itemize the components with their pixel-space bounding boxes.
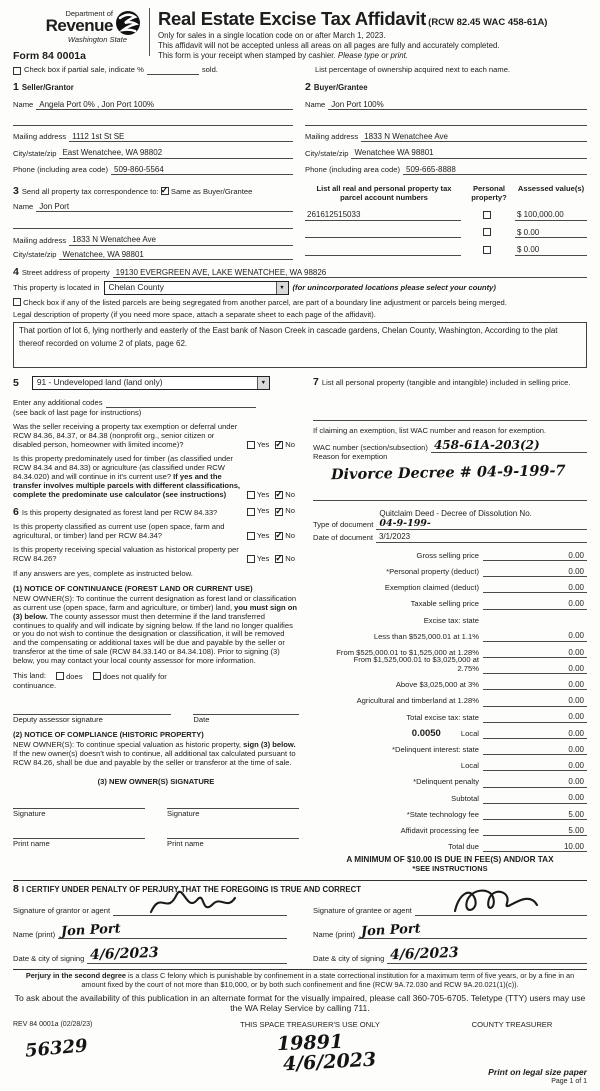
tax-row-label: *Delinquent interest: state [313, 744, 483, 755]
tax-row-label: Above $3,025,000 at 3% [313, 679, 483, 690]
land-does-not-checkbox[interactable] [93, 672, 101, 680]
tax-row-value-field[interactable]: 5.00 [483, 826, 587, 836]
tax-row-value-field[interactable]: 0.00 [483, 745, 587, 755]
chevron-down-icon[interactable] [276, 282, 288, 294]
form-subtitle-3: This form is your receipt when stamped by cashier. Please type or print. [158, 51, 409, 61]
tax-row-label: Agricultural and timberland at 1.28% [313, 695, 483, 706]
form-title: Real Estate Excise Tax Affidavit [158, 8, 427, 29]
tax-row-label: Gross selling price [313, 550, 483, 561]
excise-tax-section: 7 List all personal property (tangible and intangible) included in selling price. If claiming an exemption, list WAC number and reason for exemption. WAC number (section/subsection) 458-61A-203(2) Reason for exemption Divorce Decree # 04-9-199-7 Type of document Quitclaim Deed - Decree of Dissolution No. 04-9-199- Date of document 3/1/2023 Gross selling price 0.00 *Personal property (deduct) 0.00 Exemption claimed (deduct) 0.00 Taxable selling price 0.00 Excise tax: state Less than $525,000.01 at 1.1% 0.00 From $525,000.01 to $1,525,000 at 1.28% 0.00 From $1,525,000.01 to $3,025,000 at 2.75% 0.00 Above $3,025,000 at 3% 0.00 Agricultural and timberland at 1.28% 0.00 Total excise tax: state 0.00 0.0050 Local 0.00 *Delinquent interest: state 0.00 Local 0.00 *Delinquent penalty 0.00 Subtotal 0.00 *State technology fee 5.00 Affidavit processing fee 5.00 Total due 10.00 A MINIMUM OF $10.00 IS DUE IN FEE(S) AND/OR TAX *SEE INSTRUCTIONS [313, 376, 587, 874]
tax-row-label: Exemption claimed (deduct) [313, 582, 483, 593]
local-rate-value [393, 776, 413, 787]
grantee-signature-field[interactable] [415, 906, 587, 916]
buyer-mailing-field[interactable]: 1833 N Wenatchee Ave [361, 132, 587, 142]
type-of-document-label: Type of document [313, 520, 374, 530]
continuance-label: continuance. [13, 681, 57, 691]
tax-row-value-field[interactable]: 0.00 [483, 664, 587, 674]
parcel-rows [305, 210, 587, 255]
form-header [13, 6, 587, 62]
seller-phone-field[interactable]: 509-860-5564 [111, 165, 293, 175]
tax-table [313, 545, 587, 853]
partial-sale-suffix: sold. [201, 65, 218, 75]
correspondence-city-field[interactable]: Wenatchee, WA 98801 [59, 250, 293, 260]
chevron-down-icon[interactable] [257, 377, 269, 389]
seller-exemption-answer: Yes ✓ No [247, 441, 299, 450]
tax-row-label: From $1,525,000.01 to $3,025,000 at 2.75% [313, 654, 483, 674]
grantor-date-field[interactable]: 4/6/2023 [87, 946, 287, 964]
certification-section: 8 I CERTIFY UNDER PENALTY OF PERJURY THAT THE FOREGOING IS TRUE AND CORRECT Signature of grantor or agent Name (print) Jon Port Date & city of signing 4/6/2023 Signature of grantee or agent Name (print) Jon Port Date & city of signing 4/6/2023 [13, 880, 587, 964]
historic-answer: Yes ✓ No [247, 555, 299, 564]
land-use-dropdown[interactable]: 91 - Undeveloped land (land only) ▼ [32, 376, 270, 390]
parcel-row [305, 228, 587, 238]
local-rate-value [366, 566, 386, 577]
notice1-text: NEW OWNER(S): To continue the current designation as forest land or classification as current use (open space, farm and agriculture, or timber) land, you must sign on (3) below. The county assessor must then determine if the land transferred continues to qualify and will indicate by signing below. If the land no longer qualifies or you do not wish to continue the designation or classification, it will be removed and the compensating or additional taxes will be due and payable by the seller or transferor at the time of sale (RCW 84.33.140 or 84.34.108). Prior to signing (3) below, you may contact your local county assessor for more information. [13, 593, 298, 666]
tax-row [313, 771, 587, 787]
tax-row-value-field[interactable]: 0.00 [483, 680, 587, 690]
grantee-date-field[interactable]: 4/6/2023 [387, 946, 587, 964]
alternate-format-notice: To ask about the availability of this publication in an alternate format for the visually impaired, please call 360-705-6705. Teletype (TTY) users may use the WA Relay Service by calling 711. [14, 993, 586, 1014]
located-in-label: This property is located in [13, 282, 100, 292]
forest-land-question: 6 Is this property designated as forest land per RCW 84.33? [13, 505, 218, 518]
legal-description-label: Legal description of property (if you need more space, attach a separate sheet to each page of the affidavit). [13, 310, 376, 320]
header-divider [149, 8, 150, 56]
parcel-number-field[interactable] [305, 228, 461, 238]
tax-row [313, 836, 587, 852]
tax-row-label: Total excise tax: state [313, 712, 483, 723]
tax-row [313, 707, 587, 723]
land-use-section: 5 91 - Undeveloped land (land only) ▼ Enter any additional codes (see back of last page for instructions) Was the seller receiving a property tax exemption or deferral under RCW 84.36, 84.37, or 84.38 (nonprofit org., senior citizen or disabled person, homeowner with limited income)? Yes ✓ No Is this property predominately used for timber (as classified under RCW 84.34 and 84.33) or agriculture (as classified under RCW 84.34.020) and will continue in it's current use? If yes and the transfer involves multiple parcels with different classifications, complete the predominate use calculator (see instructions) Yes ✓ No 6 Is this property designated as forest land per RCW 84.33? Yes ✓ No Is this property classified as current use (open space, farm and agricultural, or timber) land per RCW 84.34? Yes ✓ No Is this property receiving special valuation as historical property per RCW 84.26? Yes ✓ No If any answers are yes, complete as instructed below. (1) NOTICE OF CONTINUANCE (FOREST LAND OR CURRENT USE) NEW OWNER(S): To continue the current designation as forest land or classification as current use (open space, farm and agriculture, or timber) land, you must sign on (3) below. The county assessor must then determine if the land transferred continues to qualify and will indicate by signing below. If the land no longer qualifies or you do not wish to continue the designation or classification, it will be removed and the compensating or additional taxes will be due and payable by the seller or transferor at the time of sale (RCW 84.33.140 or 84.34.108). Prior to signing (3) below, you may contact your local county assessor for more information. This land: does does not qualify for continuance. Deputy assessor signature Date (2) NOTICE OF COMPLIANCE (HISTORIC PROPERTY) NEW OWNER(S): To continue special valuation as historic property, sign (3) below. If the new owner(s) doesn't wish to continue, all additional tax calculated pursuant to RCW 84.26, shall be due and payable by the seller or transferor at the time of sale. (3) NEW OWNER(S) SIGNATURE Signature Signature Print name Print name [13, 376, 313, 874]
buyer-name-field[interactable]: Jon Port 100% [328, 100, 587, 110]
grantee-signing-block [313, 899, 587, 964]
tax-row-value-field[interactable]: 0.00 [483, 729, 587, 739]
yes-checkbox[interactable] [247, 532, 255, 540]
tax-row-value-field[interactable]: 0.00 [483, 761, 587, 771]
seller-exemption-question: Was the seller receiving a property tax exemption or deferral under RCW 84.36, 84.37, or 84.38 (nonprofit org., senior citizen or disabled person, homeowner with limited income)? [13, 422, 238, 449]
perjury-notice: Perjury in the second degree is a class C felony which is punishable by confinement in a state correctional institution for a maximum term of five years, or by a fine in an amount fixed by the court of not more than $10,000, or by both such confinement and fine (RCW 9A.72.030 and RCW 9A.20.021(1)(c)). [13, 969, 587, 989]
correspondence-intro: Send all property tax correspondence to: [21, 187, 159, 197]
yes-checkbox[interactable] [247, 441, 255, 449]
treasurer-stamp-number: 19891 [276, 1031, 344, 1056]
wac-number-field[interactable]: 458-61A-203(2) [431, 438, 587, 453]
tax-row [313, 788, 587, 804]
treasurer-space-label: THIS SPACE TREASURER'S USE ONLY [240, 1020, 380, 1030]
property-location-section: 4 Street address of property 19130 EVERGREEN AVE, LAKE WENATCHEE, WA 98826 This property is located in Chelan County ▼ (for unincorporated locations please select your county) Check box if any of the listed parcels are being segregated from another parcel, are part of a boundary line adjustment or parcels being merged. Legal description of property (if you need more space, attach a separate sheet to each page of the affidavit). That portion of lot 6, lying northerly and easterly of the East bank of Nason Creek in cascade gardens, Chelan County, Washington, According to the plat thereof recorded on volume 2 of plats, page 62. [13, 266, 587, 368]
tax-row-value-field[interactable]: 0.00 [483, 777, 587, 787]
reason-for-exemption-label: Reason for exemption [313, 451, 388, 461]
same-as-buyer-label: Same as Buyer/Grantee [170, 187, 253, 197]
page-number: Page 1 of 1 [551, 1078, 587, 1086]
tax-row-value-field[interactable]: 0.00 [483, 631, 587, 641]
tax-row [313, 545, 587, 561]
tax-row-value-field[interactable]: 0.00 [483, 793, 587, 803]
buyer-phone-field[interactable]: 509-665-8888 [403, 165, 587, 175]
no-checkbox[interactable] [275, 491, 283, 499]
yes-checkbox[interactable] [247, 508, 255, 516]
parcel-col-personal: Personal property? [471, 184, 507, 203]
buyer-name2-field[interactable] [305, 116, 587, 126]
tax-row [313, 804, 587, 820]
grantee-name-label: Name (print) [313, 929, 356, 939]
partial-sale-percent-field[interactable] [147, 74, 199, 75]
seller-name2-field[interactable] [13, 116, 293, 126]
treasurer-stamp-date: 4/6/2023 [282, 1048, 378, 1076]
current-use-question: Is this property classified as current use (open space, farm and agricultural, or timber) land per RCW 84.34? [13, 522, 225, 540]
tax-row-value-field[interactable]: 0.00 [483, 599, 587, 609]
buyer-title: Buyer/Grantee [313, 83, 368, 93]
footer-row [13, 1021, 587, 1091]
yes-checkbox[interactable] [247, 555, 255, 563]
form-subtitle-2: This affidavit will not be accepted unless all areas on all pages are fully and accurately completed. [158, 41, 500, 51]
local-rate-value [354, 631, 374, 642]
tax-row-label: Excise tax: state [313, 615, 483, 626]
correspondence-name2-field[interactable] [13, 219, 293, 229]
wac-number-label: WAC number (section/subsection) [313, 442, 428, 452]
revenue-logo-icon [115, 10, 141, 36]
tax-row-value-field[interactable]: 5.00 [483, 810, 587, 820]
legal-description-field[interactable]: That portion of lot 6, lying northerly and easterly of the East bank of Nason Creek in cascade gardens, Chelan County, Washington, According to the plat thereof recorded on volume 2 of plats, page 62. [13, 322, 587, 368]
form-subtitle-1: Only for sales in a single location code on or after March 1, 2023. [158, 30, 386, 40]
print-note: Print on legal size paper [488, 1067, 587, 1078]
agency-name: Revenue [45, 15, 113, 35]
tax-row [313, 577, 587, 593]
correspondence-name-field[interactable]: Jon Port [36, 202, 293, 212]
local-rate-value: 0.0050 [411, 727, 441, 739]
local-rate-value [372, 744, 392, 755]
reason-for-exemption-field[interactable]: Divorce Decree # 04-9-199-7 [330, 461, 566, 483]
local-rate-value [441, 760, 461, 771]
deputy-assessor-signature-field[interactable] [13, 705, 171, 715]
additional-codes-field[interactable] [106, 398, 256, 408]
tax-row-label: From $525,000.01 to $1,525,000 at 1.28% [313, 647, 483, 658]
personal-property-checkbox[interactable] [483, 211, 491, 219]
tax-row-label: Affidavit processing fee [313, 825, 483, 836]
notice2-title: (2) NOTICE OF COMPLIANCE (HISTORIC PROPERTY) [13, 730, 204, 740]
grantor-name-label: Name (print) [13, 929, 56, 939]
grantor-signature-field[interactable] [113, 906, 287, 916]
local-rate-value [334, 654, 354, 665]
tax-row-value-field[interactable]: 0.00 [483, 696, 587, 706]
street-address-field[interactable]: 19130 EVERGREEN AVE, LAKE WENATCHEE, WA 98826 [113, 268, 587, 278]
tax-row-label: *Personal property (deduct) [313, 566, 483, 577]
segregated-label: Check box if any of the listed parcels are being segregated from another parcel, are part of a boundary line adjustment or parcels being merged. [23, 298, 507, 308]
tax-row [313, 655, 587, 674]
tax-row [313, 723, 587, 739]
rev-number: REV 84 0001a (02/28/23) [13, 1021, 93, 1029]
certify-statement: I CERTIFY UNDER PENALTY OF PERJURY THAT THE FOREGOING IS TRUE AND CORRECT [21, 884, 362, 894]
grantor-name-field[interactable]: Jon Port [58, 923, 287, 939]
tax-row-label: *Delinquent penalty [313, 776, 483, 787]
tax-row-label: 0.0050 Local [411, 727, 479, 739]
buyer-section: 2 Buyer/Grantee Name Jon Port 100% Mailing address 1833 N Wenatchee Ave City/state/zip Wenatchee WA 98801 Phone (including area code) 509-665-8888 [305, 79, 587, 175]
exemption-note: If claiming an exemption, list WAC number and reason for exemption. [313, 425, 547, 435]
seller-title: Seller/Grantor [21, 83, 74, 93]
forest-land-answer: Yes ✓ No [247, 507, 299, 516]
timber-question: Is this property predominately used for timber (as classified under RCW 84.34 and 84.33) or agriculture (as classified under RCW 84.34.020) and will continue in it's current use? If yes and the transfer involves multiple parcels with different classifications, complete the predominate use calculator (see instructions) [13, 453, 241, 499]
any-yes-note: If any answers are yes, complete as instructed below. [13, 568, 193, 578]
tax-row-label: Total due [313, 841, 483, 852]
seller-name-field[interactable]: Angela Port 0% , Jon Port 100% [36, 100, 293, 110]
parcel-row [305, 245, 587, 255]
seller-mailing-field[interactable]: 1112 1st St SE [69, 132, 293, 142]
this-land-label: This land: [13, 671, 46, 681]
agency-state: Washington State [67, 35, 127, 44]
no-checkbox[interactable] [275, 532, 283, 540]
agency-small-text: Department of [65, 9, 113, 18]
personal-property-checkbox[interactable] [483, 246, 491, 254]
date-of-document-label: Date of document [313, 532, 373, 542]
county-treasurer-label: COUNTY TREASURER [471, 1020, 553, 1030]
local-rate-value [391, 598, 411, 609]
no-checkbox[interactable] [275, 441, 283, 449]
assessed-value-field[interactable]: $ 0.00 [515, 245, 587, 255]
tax-row-label: Local [313, 760, 483, 771]
partial-sale-label: Check box if partial sale, indicate % [24, 65, 144, 75]
type-of-document-field[interactable]: Quitclaim Deed - Decree of Dissolution No. 04-9-199- [376, 509, 587, 531]
correspondence-mailing-field[interactable]: 1833 N Wenatchee Ave [69, 235, 293, 245]
assessed-value-field[interactable]: $ 0.00 [515, 228, 587, 238]
new-owner-printname-field-2[interactable] [167, 829, 299, 839]
tax-row-value-field[interactable]: 0.00 [483, 551, 587, 561]
tax-row-value-field[interactable]: 10.00 [483, 842, 587, 852]
local-rate-value [387, 809, 407, 820]
current-use-answer: Yes ✓ No [247, 532, 299, 541]
ownership-note: List percentage of ownership acquired next to each name. [315, 65, 511, 75]
correspondence-section: 3 Send all property tax correspondence to: ✓ Same as Buyer/Grantee Name Jon Port Mailing address 1833 N Wenatchee Ave City/state/zip Wenatchee, WA 98801 [13, 183, 305, 260]
tax-row [313, 674, 587, 690]
yes-checkbox[interactable] [247, 491, 255, 499]
tax-row [313, 739, 587, 755]
personal-property-list-field[interactable] [313, 411, 587, 421]
see-back-note: (see back of last page for instructions) [13, 408, 142, 418]
tax-row-label: *State technology fee [313, 809, 483, 820]
form-number: Form 84 0001a [13, 49, 86, 62]
street-address-label: Street address of property [21, 268, 110, 278]
tax-row-value-field[interactable]: 0.00 [483, 567, 587, 577]
grantee-signature-label: Signature of grantee or agent [313, 906, 412, 916]
county-note: (for unincorporated locations please select your county) [292, 282, 496, 292]
local-rate-value [381, 825, 401, 836]
agency-logo-block [13, 6, 141, 62]
tax-row-value-field[interactable]: 0.00 [483, 712, 587, 722]
grantor-signature-label: Signature of grantor or agent [13, 906, 111, 916]
minimum-due-note: A MINIMUM OF $10.00 IS DUE IN FEE(S) AND/OR TAX [346, 855, 554, 865]
tax-row [313, 755, 587, 771]
local-rate-value [404, 615, 424, 626]
tax-row [313, 690, 587, 706]
parcel-number-field[interactable]: 261612515033 [305, 210, 461, 220]
date-of-document-field[interactable]: 3/1/2023 [376, 532, 587, 542]
exemption-extra-field[interactable] [313, 491, 587, 501]
parcel-table [305, 183, 587, 260]
seller-city-field[interactable]: East Wenatchee, WA 98802 [59, 148, 293, 158]
local-rate-value [365, 582, 385, 593]
tax-row-label: Less than $525,000.01 at 1.1% [313, 631, 483, 642]
tax-row-label: Taxable selling price [313, 598, 483, 609]
grantor-signing-block [13, 899, 287, 964]
assessed-value-field[interactable]: $ 100,000.00 [515, 210, 587, 220]
personal-property-intro: List all personal property (tangible and intangible) included in selling price. [321, 378, 571, 388]
timber-answer: Yes ✓ No [247, 491, 299, 500]
historic-question: Is this property receiving special valuation as historical property per RCW 84.26? [13, 544, 239, 563]
notice3-title: (3) NEW OWNER(S) SIGNATURE [97, 776, 215, 786]
parcel-col-numbers: List all real and personal property tax parcel account numbers [316, 184, 452, 203]
tax-row [313, 626, 587, 642]
local-rate-value [376, 679, 396, 690]
deputy-date-label: Date [193, 715, 210, 725]
parcel-row [305, 210, 587, 220]
parcel-number-field[interactable] [305, 246, 461, 256]
handwritten-rev-code: 56329 [24, 1035, 89, 1062]
tax-row-value-field[interactable]: 0.00 [483, 648, 587, 658]
segregated-checkbox[interactable] [13, 298, 21, 306]
no-checkbox[interactable] [275, 555, 283, 563]
local-rate-value [428, 841, 448, 852]
buyer-city-field[interactable]: Wenatchee WA 98801 [351, 148, 587, 158]
parcel-col-assessed: Assessed value(s) [517, 184, 585, 194]
local-rate-value [431, 793, 451, 804]
county-dropdown[interactable]: Chelan County ▼ [104, 281, 289, 295]
same-as-buyer-checkbox[interactable] [161, 187, 169, 195]
tax-row [313, 610, 587, 626]
deputy-date-field[interactable] [193, 705, 299, 715]
tax-row-value-field[interactable]: 0.00 [483, 583, 587, 593]
land-does-checkbox[interactable] [56, 672, 64, 680]
tax-row [313, 593, 587, 609]
form-title-rcw: (RCW 82.45 WAC 458-61A) [428, 17, 548, 28]
personal-property-checkbox[interactable] [483, 228, 491, 236]
see-instructions-note: *SEE INSTRUCTIONS [412, 864, 488, 874]
tax-row [313, 820, 587, 836]
no-checkbox[interactable] [275, 508, 283, 516]
notice2-text: NEW OWNER(S): To continue special valuation as historic property, sign (3) below. If the new owner(s) doesn't wish to continue, all additional tax calculated pursuant to RCW 84.26, shall be due and payable by the seller or transferor at the time of sale. [13, 739, 296, 767]
grantee-date-label: Date & city of signing [313, 954, 385, 964]
seller-section: 1 Seller/Grantor Name Angela Port 0% , Jon Port 100% Mailing address 1112 1st St SE City/state/zip East Wenatchee, WA 98802 Phone (including area code) 509-860-5564 [13, 79, 305, 175]
local-rate-value [386, 712, 406, 723]
new-owner-printname-field-1[interactable] [13, 829, 145, 839]
grantor-date-label: Date & city of signing [13, 954, 85, 964]
tax-row [313, 561, 587, 577]
deputy-assessor-label: Deputy assessor signature [13, 715, 103, 725]
grantee-name-field[interactable]: Jon Port [358, 923, 587, 939]
new-owner-signature-field-1[interactable] [13, 799, 145, 809]
new-owner-signature-field-2[interactable] [167, 799, 299, 809]
partial-sale-checkbox[interactable] [13, 67, 21, 75]
notice1-title: (1) NOTICE OF CONTINUANCE (FOREST LAND OR CURRENT USE) [13, 583, 253, 593]
local-rate-value [397, 550, 417, 561]
local-rate-value [337, 695, 357, 706]
tax-row-label: Subtotal [313, 793, 483, 804]
